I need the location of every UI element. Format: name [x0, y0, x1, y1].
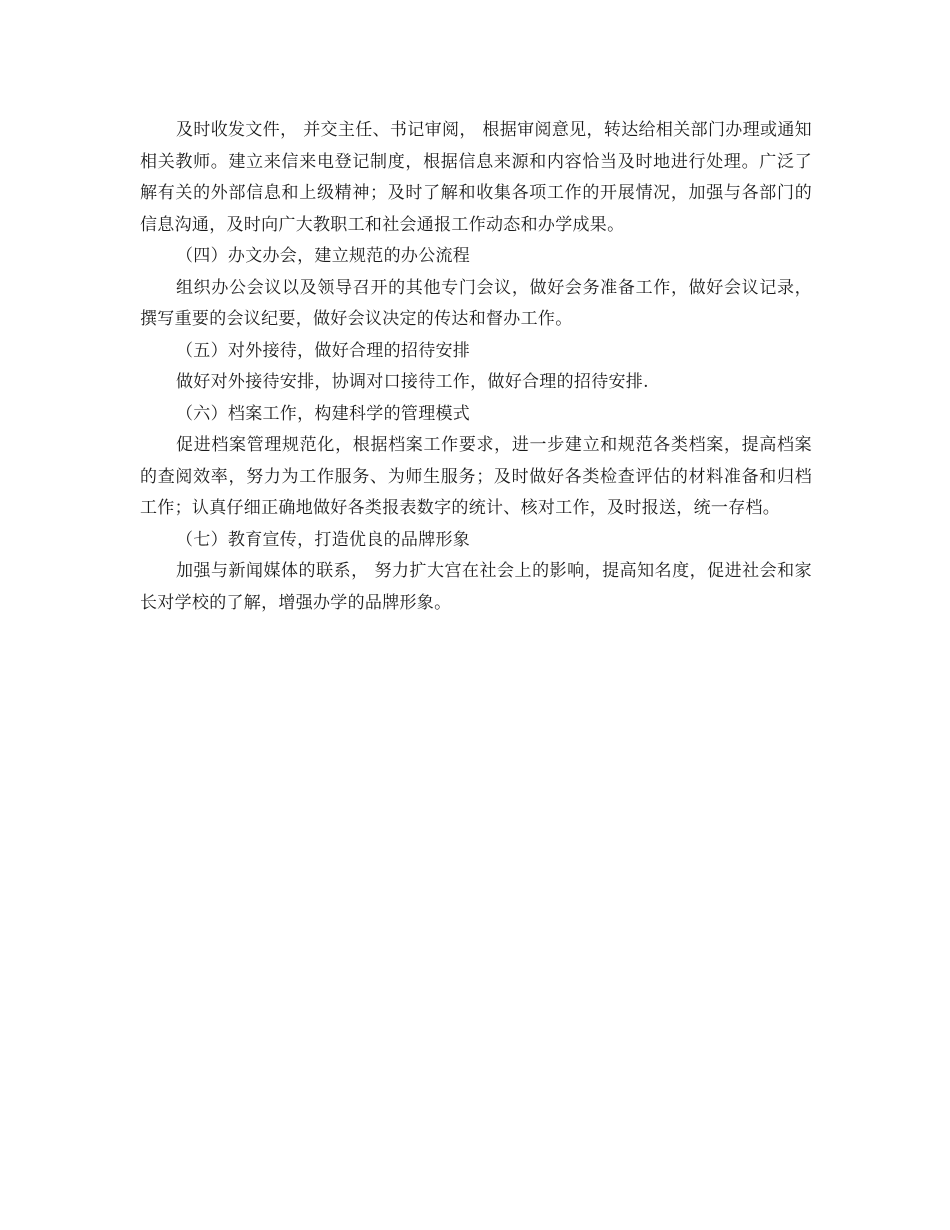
paragraph-archives: 促进档案管理规范化，根据档案工作要求，进一步建立和规范各类档案，提高档案的查阅效率，努力为工作服务、为师生服务；及时做好各类检查评估的材料准备和归档工作；认真仔细正确地做好各类报表数字的统计、核对工作，及时报送，统一存档。 [140, 435, 812, 518]
paragraph-reception: 做好对外接待安排，协调对口接待工作，做好合理的招待安排. [176, 372, 649, 392]
paragraph-publicity: 加强与新闻媒体的联系， 努力扩大宫在社会上的影响，提高知名度，促进社会和家长对学校的了解，增强办学的品牌形象。 [140, 561, 812, 613]
document-page [140, 115, 812, 619]
section-heading-4: （四）办文办会，建立规范的办公流程 [176, 246, 471, 266]
section-heading-7: （七）教育宣传，打造优良的品牌形象 [176, 529, 471, 550]
paragraph-meetings: 组织办公会议以及领导召开的其他专门会议，做好会务准备工作，做好会议记录，撰写重要的会议纪要，做好会议决定的传达和督办工作。 [140, 277, 812, 329]
section-heading-6: （六）档案工作，构建科学的管理模式 [176, 403, 471, 424]
section-heading-5: （五）对外接待，做好合理的招待安排 [176, 340, 471, 361]
paragraph-document-handling: 及时收发文件， 并交主任、书记审阅， 根据审阅意见，转达给相关部门办理或通知相关教师。建立来信来电登记制度，根据信息来源和内容恰当及时地进行处理。广泛了解有关的外部信息和上级精神；及时了解和收集各项工作的开展情况，加强与各部门的信息沟通，及时向广大教职工和社会通报工作动态和办学成果。 [140, 120, 812, 235]
